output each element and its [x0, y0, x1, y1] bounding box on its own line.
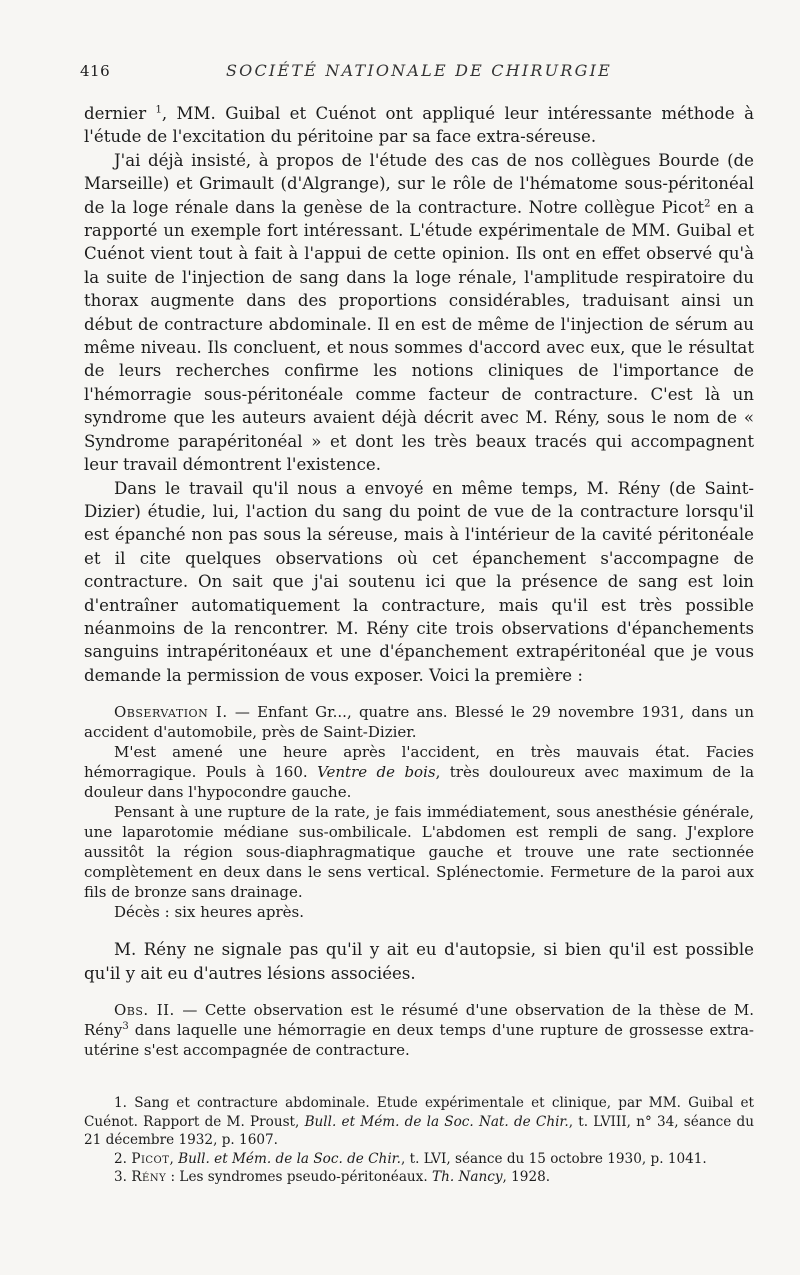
footnote-3	[84, 1168, 754, 1187]
observation-2-text	[84, 1000, 754, 1060]
author-name: Rény	[131, 1169, 167, 1186]
footnote-number: 2.	[114, 1150, 127, 1167]
italic-text: Ventre de bois	[317, 763, 436, 782]
commentary	[84, 938, 754, 985]
observation-label: Obs. II.	[114, 1000, 175, 1019]
running-title: SOCIÉTÉ NATIONALE DE CHIRURGIE	[226, 61, 612, 80]
footnote-marker-1: 1	[155, 104, 162, 116]
observation-1-line	[84, 742, 754, 802]
text: ,	[169, 1150, 179, 1167]
text: en a rapporté un exemple fort intéressant. L'étude expérimentale de MM. Guibal et Cuénot vient tout à fait à l'appui de cette opinion. Ils ont en effet observé qu'à la suite de l'injection de sang dans la loge rénale, l'amplitude respiratoire du thorax augmente dans des proportions considérables, traduisant ainsi un début de contracture abdominale. Il en est de même de l'injection de sérum au même niveau. Ils concluent, et nous sommes d'accord avec eux, que le résultat de leurs recherches confirme les notions cliniques de l'importance de l'hémorragie sous-péritonéale comme facteur de contracture. C'est là un syndrome que les auteurs avaient déjà décrit avec M. Rény, sous le nom de « Syndrome parapéritonéal » et dont les très beaux tracés qui accompagnent leur travail démontrent l'existence.	[84, 197, 755, 475]
paragraph-4: M. Rény ne signale pas qu'il y ait eu d'autopsie, si bien qu'il est possible qu'il y ait eu d'autres lésions associées.	[84, 940, 754, 983]
text: , très douloureux avec maximum de la douleur dans l'hypocondre gauche.	[84, 763, 755, 802]
text: , MM. Guibal et Cuénot ont appliqué leur intéressante méthode à l'étude de l'excitation du péritoine par sa face extra-séreuse.	[84, 104, 754, 147]
text: — Enfant Gr..., quatre ans. Blessé le 29 novembre 1931, dans un accident d'automobile, près de Saint-Dizier.	[84, 703, 754, 742]
text: M'est amené une heure après l'accident, en très mauvais état. Facies hémorragique. Pouls à 160.	[84, 743, 754, 782]
paragraph-2	[84, 149, 754, 477]
book-page	[80, 58, 755, 1187]
paragraph-3: Dans le travail qu'il nous a envoyé en même temps, M. Rény (de Saint-Dizier) étudie, lui, l'action du sang du point de vue de la contracture lorsqu'il est épanché non pas sous la séreuse, mais à l'intérieur de la cavité péritonéale et il cite quelques observations où cet épanchement s'accompagne de contracture. On sait que j'ai soutenu ici que la présence de sang est loin d'entraîner automatiquement la contracture, mais qu'il est très possible néanmoins de la rencontrer. M. Rény cite trois observations d'épanchements sanguins intrapéritonéaux et une d'épanchement extrapéritonéal que je vous demande la permission de vous exposer. Voici la première :	[84, 478, 754, 685]
text: Sang et contracture abdominale. Etude expérimentale et clinique, par MM. Guibal et Cuénot. Rapport de M. Proust,	[84, 1094, 754, 1130]
text: , t. LVI, séance du 15 octobre 1930, p. 1041.	[401, 1150, 707, 1167]
footnote-2	[84, 1150, 754, 1169]
footnote-marker-2: 2	[704, 198, 711, 210]
italic-text: Bull. et Mém. de la Soc. de Chir.	[178, 1150, 401, 1167]
text: — Cette observation est le résumé d'une observation de la thèse de M. Rény	[84, 1000, 754, 1039]
text: , 1928.	[502, 1169, 551, 1186]
text: dans laquelle une hémorragie en deux temps d'une rupture de grossesse extra-utérine s'est accompagnée de contracture.	[84, 1020, 754, 1059]
text: , t. LVIII, n° 34, séance du 21 décembre 1932, p. 1607.	[84, 1113, 755, 1149]
paragraph-1	[84, 102, 754, 149]
observation-1-line: Décès : six heures après.	[114, 903, 304, 922]
footnote-number: 1.	[114, 1094, 127, 1111]
observation-1	[84, 702, 754, 922]
running-header	[80, 58, 754, 82]
text: : Les syndromes pseudo-péritonéaux.	[166, 1169, 432, 1186]
italic-text: Th. Nancy	[432, 1169, 503, 1186]
page-number: 416	[80, 62, 111, 80]
text: dernier	[84, 104, 156, 123]
italic-text: Bull. et Mém. de la Soc. Nat. de Chir.	[304, 1113, 569, 1130]
author-name: Picot	[131, 1150, 170, 1167]
observation-1-line: Pensant à une rupture de la rate, je fais immédiatement, sous anesthésie générale, une laparotomie médiane sus-ombilicale. L'abdomen est rempli de sang. J'explore aussitôt la région sous-diaphragmatique gauche et trouve une rate sectionnée complètement en deux dans le sens vertical. Splénectomie. Fermeture de la paroi aux fils de bronze sans drainage.	[84, 803, 754, 902]
footnote-marker-3: 3	[122, 1020, 129, 1032]
observation-label: Observation I.	[114, 703, 228, 722]
main-text	[84, 102, 754, 687]
text: J'ai déjà insisté, à propos de l'étude des cas de nos collègues Bourde (de Marseille) et Grimault (d'Algrange), sur le rôle de l'hématome sous-péritonéal de la loge rénale dans la genèse de la contracture. Notre collègue Picot	[84, 150, 754, 217]
footnotes	[84, 1094, 754, 1187]
observation-2	[84, 1000, 754, 1060]
observation-1-intro	[84, 702, 754, 742]
footnote-1	[84, 1094, 754, 1150]
footnote-number: 3.	[114, 1169, 127, 1186]
